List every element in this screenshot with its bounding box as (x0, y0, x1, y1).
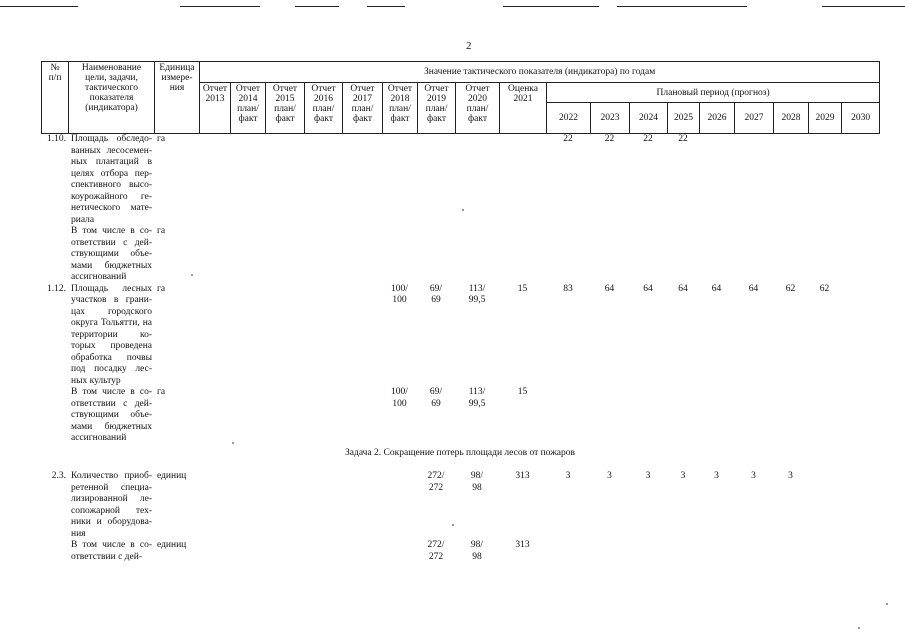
scan-line (0, 6, 78, 7)
scan-speck (452, 524, 454, 526)
header-plan-year: 2025 (668, 103, 700, 134)
value-cell-2019: 272/ 272 (427, 471, 445, 493)
value-cell-2024: 64 (643, 283, 653, 294)
row-number: 2.3. (51, 471, 66, 481)
header-2019-text: Отчет 2019 план/ факт (424, 84, 449, 124)
value-cell-2024 (629, 387, 667, 445)
value-cell-2015 (265, 471, 304, 540)
value-cell-2029 (808, 134, 841, 226)
value-cell-2018 (382, 134, 417, 226)
value-cell-2020: 98/ 98 (470, 471, 484, 493)
header-plan-year: 2022 (547, 103, 591, 134)
value-cell-2030 (841, 387, 879, 445)
value-cell-2015 (265, 284, 304, 388)
header-plan-year: 2030 (842, 103, 880, 134)
task-heading: Задача 2. Сокращение потерь площади лесов от пожаров (345, 447, 575, 458)
row-number (41, 226, 68, 284)
value-cell-2024 (629, 540, 667, 574)
header-unit-text: Единица измере- ния (159, 63, 195, 93)
row-number: 1.12. (47, 283, 66, 294)
value-cell-2017 (342, 471, 382, 540)
header-values-title: Значение тактического показателя (индикатора) по годам (200, 62, 880, 83)
header-plan-year: 2023 (591, 103, 630, 134)
value-cell-2027: 3 (751, 471, 756, 481)
value-cell-2015 (265, 540, 304, 574)
value-cell-2014 (230, 387, 265, 445)
value-cell-2018 (382, 540, 417, 574)
table-row (41, 134, 879, 226)
header-name (69, 62, 155, 134)
value-cell-2028 (773, 540, 808, 574)
header-2014-text: Отчет 2014 план/ факт (235, 84, 261, 124)
value-cell-2025: 22 (678, 134, 688, 144)
header-2014 (231, 83, 266, 134)
header-unit (155, 62, 200, 134)
scan-line (295, 6, 339, 7)
value-cell-2030 (841, 540, 879, 574)
indicator-name: В том числе в со-ответствии с дей-ствующими объе-мами бюджетных ассигнований (71, 226, 152, 282)
header-2020-text: Отчет 2020 план/ факт (465, 84, 490, 124)
value-cell-2014 (230, 540, 265, 574)
value-cell-2027 (734, 134, 773, 226)
value-cell-2028 (773, 226, 808, 284)
value-cell-2023: 64 (604, 283, 615, 294)
header-name-text: Наименование цели, задачи, тактического показателя (индикатора) (81, 63, 142, 113)
value-cell-2030 (841, 226, 879, 284)
value-cell-2016 (304, 226, 342, 284)
unit-cell: единиц (157, 471, 187, 481)
value-cell-2022: 83 (563, 283, 573, 294)
task2-heading-group (41, 445, 879, 472)
value-cell-2027 (734, 387, 773, 445)
value-cell-2016 (304, 540, 342, 574)
header-2015-text: Отчет 2015 план/ факт (272, 84, 298, 124)
value-cell-2020 (455, 226, 499, 284)
header-no (42, 62, 69, 134)
header-2019 (418, 83, 456, 134)
unit-cell: га (157, 226, 166, 236)
value-cell-2019: 69/ 69 (429, 283, 443, 305)
header-2020 (456, 83, 500, 134)
header-2013-text: Отчет 2013 (202, 84, 228, 104)
value-cell-2030 (841, 134, 879, 226)
page-number: 2 (466, 40, 472, 52)
value-cell-2028: 3 (788, 471, 793, 481)
value-cell-2016 (304, 134, 342, 226)
header-2018 (383, 83, 418, 134)
header-plan-year: 2027 (735, 103, 774, 134)
table-row (41, 471, 879, 540)
scan-line (180, 6, 260, 7)
value-cell-2024 (629, 226, 667, 284)
table-body (41, 134, 879, 574)
value-cell-2017 (342, 134, 382, 226)
value-cell-2020 (455, 134, 499, 226)
indicator-name: Количество приоб-ретенной специа-лизированной ле-сопожарной тех-ники и оборудова-ния (71, 471, 152, 539)
value-cell-2026 (699, 134, 734, 226)
value-cell-2014 (230, 226, 265, 284)
header-plan-year: 2026 (700, 103, 735, 134)
value-cell-2024: 3 (645, 471, 651, 481)
value-cell-2026 (699, 387, 734, 445)
value-cell-2022 (546, 387, 590, 445)
value-cell-2028 (773, 134, 808, 226)
value-cell-2020: 113/ 99,5 (468, 387, 486, 409)
header-plan-year: 2028 (774, 103, 809, 134)
scan-line (503, 6, 599, 7)
value-cell-2025 (667, 387, 699, 445)
header-no-text: № п/п (48, 63, 62, 83)
value-cell-2014 (230, 284, 265, 388)
header-plan-year: 2024 (630, 103, 668, 134)
value-cell-2019: 69/ 69 (429, 387, 443, 409)
value-cell-2022 (546, 226, 590, 284)
value-cell-2019 (417, 134, 455, 226)
value-cell-2021: 15 (517, 283, 528, 294)
value-cell-2025: 3 (680, 471, 686, 481)
indicator-name: Площадь обследо-ванных лесосемен-ных плантаций в целях отбора пер-спективного высо-коурожайного ге-нетического мате-риала (71, 134, 152, 225)
table-row (41, 540, 879, 574)
task1-rows (41, 134, 879, 445)
value-cell-2025 (667, 226, 699, 284)
row-number (41, 387, 68, 445)
value-cell-2019 (417, 226, 455, 284)
header-2021-text: Оценка 2021 (508, 84, 538, 104)
value-cell-2022 (546, 540, 590, 574)
value-cell-2013 (199, 471, 230, 540)
value-cell-2021: 313 (515, 540, 530, 550)
value-cell-2021 (499, 226, 546, 284)
header-2013 (200, 83, 231, 134)
header-2018-text: Отчет 2018 план/ факт (387, 84, 413, 124)
value-cell-2027 (734, 540, 773, 574)
value-cell-2025: 64 (678, 283, 688, 294)
unit-cell: единиц (157, 540, 187, 550)
value-cell-2027 (734, 226, 773, 284)
value-cell-2022: 22 (563, 134, 573, 144)
value-cell-2026 (699, 540, 734, 574)
value-cell-2030 (841, 471, 879, 540)
row-number (41, 540, 68, 574)
value-cell-2028: 62 (785, 283, 796, 294)
value-cell-2029: 62 (819, 283, 830, 294)
value-cell-2027: 64 (748, 283, 759, 294)
scan-speck (191, 274, 193, 276)
value-cell-2017 (342, 226, 382, 284)
value-cell-2023 (590, 540, 629, 574)
value-cell-2022: 3 (565, 471, 571, 481)
value-cell-2026 (699, 226, 734, 284)
value-cell-2018: 100/ 100 (391, 283, 408, 305)
value-cell-2020: 113/ 99,5 (468, 283, 486, 305)
value-cell-2021: 313 (515, 471, 530, 481)
value-cell-2015 (265, 387, 304, 445)
value-cell-2021 (499, 134, 546, 226)
indicator-table (41, 61, 879, 574)
header-2016 (305, 83, 343, 134)
unit-cell: га (157, 283, 166, 294)
value-cell-2013 (199, 134, 230, 226)
value-cell-2029 (808, 226, 841, 284)
table-row (41, 226, 879, 284)
scan-speck (462, 209, 464, 211)
table-row (41, 284, 879, 388)
value-cell-2016 (304, 284, 342, 388)
table-header (41, 61, 880, 134)
row-number: 1.10. (47, 134, 66, 144)
value-cell-2023 (590, 387, 629, 445)
value-cell-2026: 64 (711, 283, 722, 294)
value-cell-2013 (199, 540, 230, 574)
value-cell-2017 (342, 284, 382, 388)
value-cell-2021: 15 (517, 387, 528, 397)
header-plan-title: Плановый период (прогноз) (547, 83, 880, 103)
value-cell-2015 (265, 226, 304, 284)
indicator-name: В том числе в со-ответствии с дей- (71, 540, 152, 562)
task2-rows (41, 471, 879, 574)
value-cell-2016 (304, 471, 342, 540)
indicator-name: В том числе в со-ответствии с дей-ствующими объе-мами бюджетных ассигнований (71, 387, 152, 443)
scan-line (367, 6, 405, 7)
header-2021 (500, 83, 547, 134)
value-cell-2014 (230, 471, 265, 540)
value-cell-2014 (230, 134, 265, 226)
value-cell-2023 (590, 226, 629, 284)
scan-line (617, 6, 747, 7)
value-cell-2029 (808, 387, 841, 445)
header-2015 (266, 83, 305, 134)
unit-cell: га (157, 387, 166, 397)
value-cell-2017 (342, 540, 382, 574)
value-cell-2018: 100/ 100 (391, 387, 408, 409)
header-2017-text: Отчет 2017 план/ факт (350, 84, 375, 124)
value-cell-2026: 3 (714, 471, 719, 481)
value-cell-2024: 22 (643, 134, 653, 144)
value-cell-2019: 272/ 272 (427, 540, 445, 562)
unit-cell: га (157, 134, 166, 144)
value-cell-2025 (667, 540, 699, 574)
value-cell-2013 (199, 387, 230, 445)
header-2017 (343, 83, 383, 134)
value-cell-2013 (199, 284, 230, 388)
value-cell-2013 (199, 226, 230, 284)
value-cell-2028 (773, 387, 808, 445)
value-cell-2029 (808, 540, 841, 574)
table-row (41, 387, 879, 445)
value-cell-2018 (382, 471, 417, 540)
value-cell-2016 (304, 387, 342, 445)
scan-speck (232, 442, 234, 444)
scan-speck (858, 627, 860, 629)
value-cell-2020: 98/ 98 (470, 540, 484, 562)
value-cell-2023: 3 (607, 471, 612, 481)
value-cell-2018 (382, 226, 417, 284)
value-cell-2017 (342, 387, 382, 445)
scan-speck (886, 603, 888, 605)
scan-line (822, 6, 905, 7)
value-cell-2023: 22 (604, 134, 615, 144)
indicator-name: Площадь лесных участков в грани-цах городского округа Тольятти, на территории ко-торых проведена обработка почвы под посадку лес-ных культур (71, 283, 152, 386)
header-2016-text: Отчет 2016 план/ факт (311, 84, 336, 124)
value-cell-2030 (841, 284, 879, 388)
header-plan-year: 2029 (809, 103, 842, 134)
value-cell-2015 (265, 134, 304, 226)
value-cell-2029 (808, 471, 841, 540)
